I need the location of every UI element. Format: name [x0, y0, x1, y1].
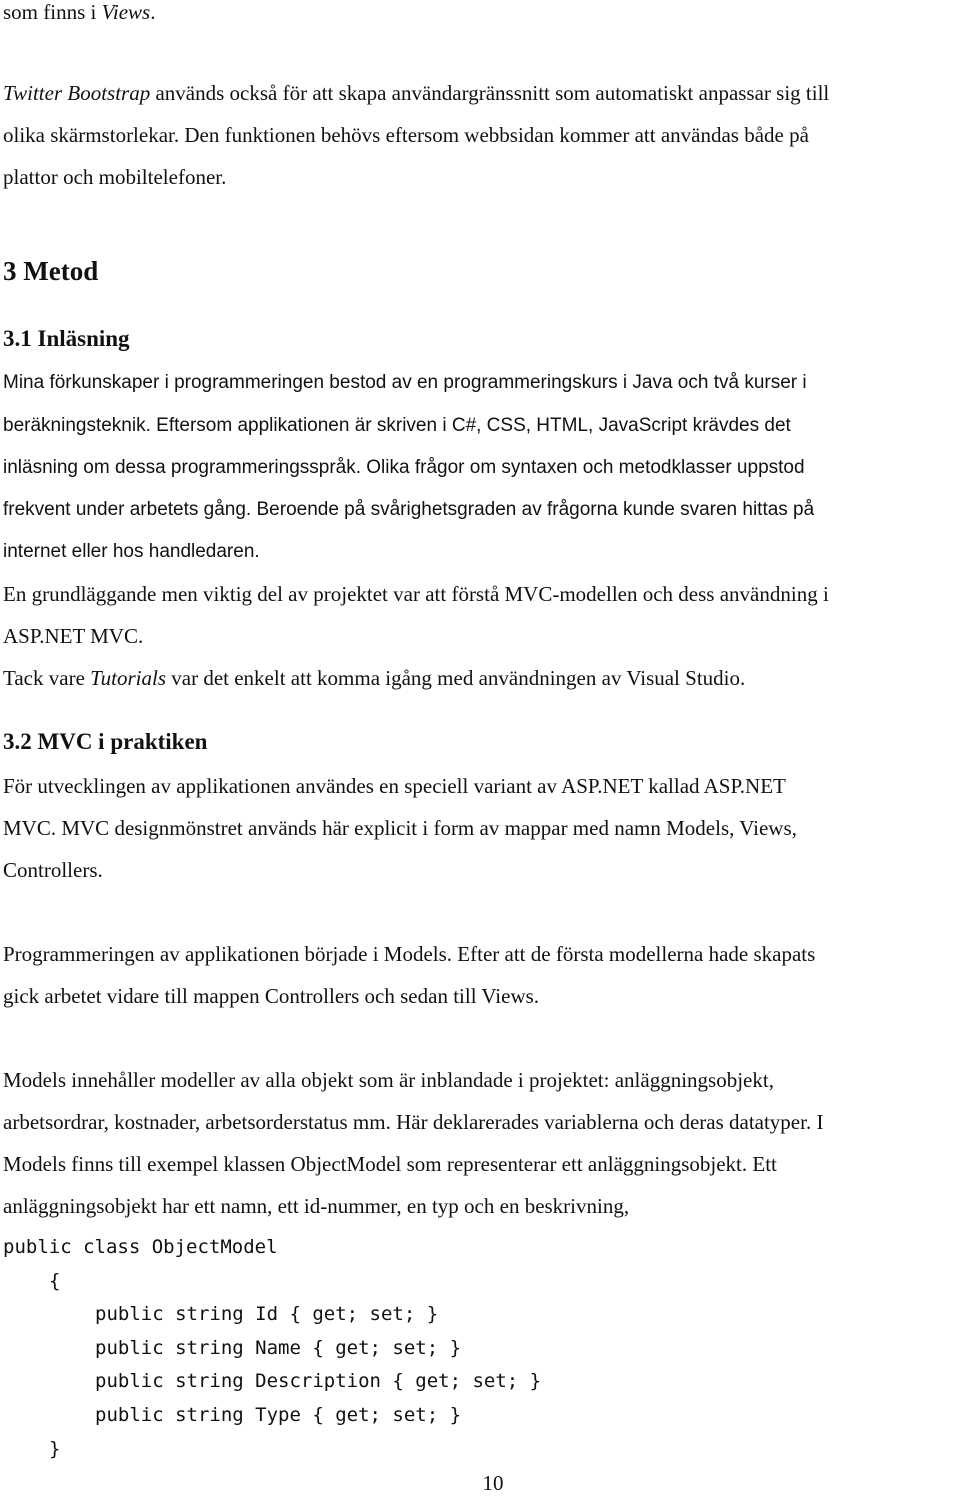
section-heading-3-1: 3.1 Inläsning: [3, 326, 130, 351]
code-line: {: [49, 1270, 61, 1292]
text-line: inläsning om dessa programmeringsspråk. Olika frågor om syntaxen och metodklasser uppstod: [3, 457, 805, 478]
text-line: beräkningsteknik. Eftersom applikationen är skriven i C#, CSS, HTML, JavaScript krävdes det: [3, 415, 791, 436]
text-line: gick arbetet vidare till mappen Controllers och sedan till Views.: [3, 984, 540, 1008]
code-line: public string Type { get; set; }: [95, 1404, 462, 1426]
text-line: Programmeringen av applikationen började i Models. Efter att de första modellerna hade skapats: [3, 942, 816, 966]
code-line: public string Description { get; set; }: [95, 1370, 542, 1392]
text-line: internet eller hos handledaren.: [3, 541, 260, 562]
text-line: som finns i Views.: [3, 0, 156, 24]
section-heading-3: 3 Metod: [3, 256, 99, 286]
text-line: olika skärmstorlekar. Den funktionen behövs eftersom webbsidan kommer att användas både på: [3, 123, 809, 147]
section-heading-3-2: 3.2 MVC i praktiken: [3, 729, 208, 754]
text-line: frekvent under arbetets gång. Beroende på svårighetsgraden av frågorna kunde svaren hittas på: [3, 499, 815, 520]
code-line: public string Id { get; set; }: [95, 1303, 439, 1325]
code-line: public string Name { get; set; }: [95, 1337, 462, 1359]
text-line: anläggningsobjekt har ett namn, ett id-nummer, en typ och en beskrivning,: [3, 1194, 630, 1218]
text-line: ASP.NET MVC.: [3, 624, 144, 648]
code-line: }: [49, 1438, 61, 1460]
text-line: MVC. MVC designmönstret används här explicit i form av mappar med namn Models, Views,: [3, 816, 797, 840]
text-line: arbetsordrar, kostnader, arbetsorderstatus mm. Här deklarerades variablerna och deras datatyper. I: [3, 1110, 824, 1134]
text-line: Controllers.: [3, 858, 103, 882]
text-line: Models innehåller modeller av alla objekt som är inblandade i projektet: anläggningsobjekt,: [3, 1068, 774, 1092]
text-line: Mina förkunskaper i programmeringen bestod av en programmeringskurs i Java och två kurser i: [3, 372, 807, 393]
text-line: Models finns till exempel klassen ObjectModel som representerar ett anläggningsobjekt. Ett: [3, 1152, 777, 1176]
page-number: 10: [482, 1471, 504, 1495]
text-line: plattor och mobiltelefoner.: [3, 165, 227, 189]
text-line: För utvecklingen av applikationen användes en speciell variant av ASP.NET kallad ASP.NET: [3, 774, 786, 798]
text-line: Twitter Bootstrap används också för att skapa användargränssnitt som automatiskt anpassar sig till: [3, 81, 830, 105]
text-line: En grundläggande men viktig del av projektet var att förstå MVC-modellen och dess användning i: [3, 582, 829, 606]
code-line: public class ObjectModel: [3, 1236, 278, 1258]
text-line: Tack vare Tutorials var det enkelt att komma igång med användningen av Visual Studio.: [3, 666, 746, 690]
